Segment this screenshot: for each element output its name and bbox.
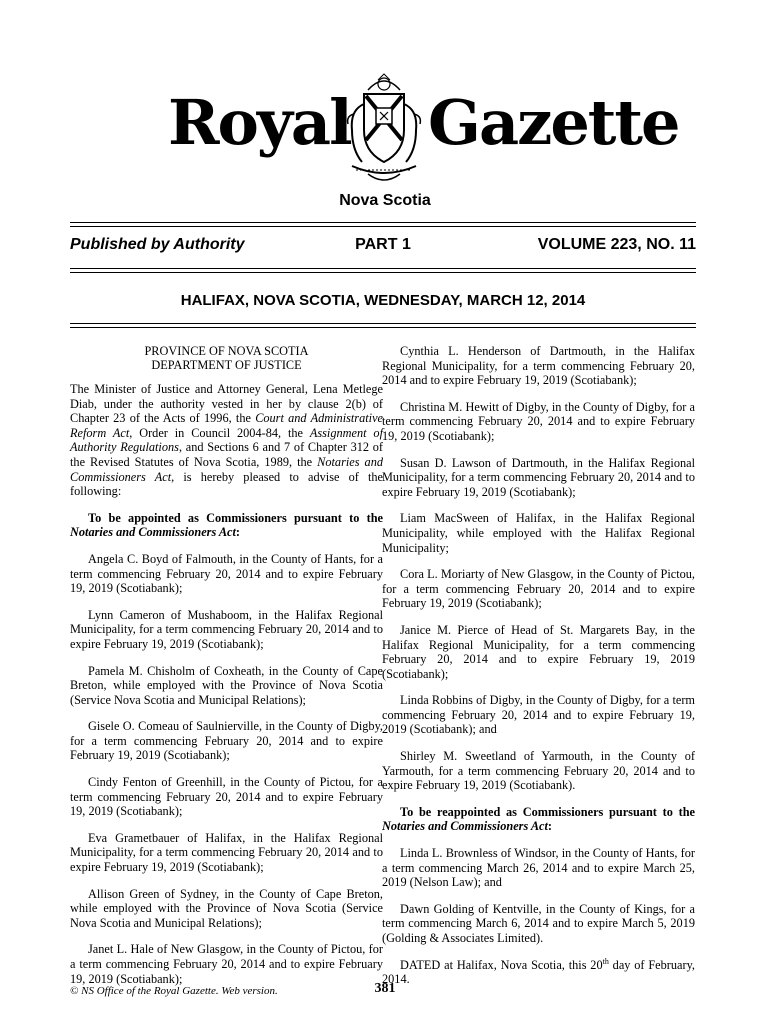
appointment-entry: Allison Green of Sydney, in the County of Cape Breton, while employed with the Province of Nova Scotia (Service Nova Scotia and Municipal Relations); <box>70 886 383 930</box>
dated-ordinal: th <box>602 956 609 966</box>
intro-text-a: The Minister of Justice and Attorney General, Lena Metlege Diab, under the authority vested in her by clause 2(b) of Chapter 23 of the Acts of 1996, the <box>70 382 383 426</box>
reappoint-heading-act: Notaries and Commissioners Act <box>382 819 548 834</box>
appointment-entry: Liam MacSween of Halifax, in the Halifax Regional Municipality, while employed with the Halifax Regional Municipality; <box>382 511 695 555</box>
appointment-entry: Cindy Fenton of Greenhill, in the County of Pictou, for a term commencing February 20, 2014 and to expire February 19, 2019 (Scotiabank); <box>70 775 383 819</box>
header-rule-top <box>70 222 696 227</box>
appointment-entry: Janice M. Pierce of Head of St. Margarets Bay, in the Halifax Regional Municipality, for a term commencing February 20, 2014 and to expire February 19, 2019 (Scotiabank); <box>382 622 695 681</box>
masthead-title-royal: Royal <box>168 86 351 159</box>
left-column <box>70 344 383 986</box>
reappoint-heading-end: : <box>547 819 553 834</box>
appointment-entry: Lynn Cameron of Mushaboom, in the Halifax Regional Municipality, for a term commencing February 20, 2014 and to expire February 19, 2019 (Scotiabank); <box>70 607 383 651</box>
appointment-entry: Janet L. Hale of New Glasgow, in the County of Pictou, for a term commencing February 20, 2014 and to expire February 19, 2019 (Scotiabank); <box>70 942 383 986</box>
dated-text-b: day of February, 2014. <box>382 957 695 987</box>
intro-text-b: , Order in Council 2004-84, the <box>129 425 310 440</box>
dated-text-a: DATED at Halifax, Nova Scotia, this 20 <box>400 957 603 972</box>
reappoint-heading-text: To be reappointed as Commissioners pursuant to the <box>400 804 695 819</box>
part-label: PART 1 <box>355 236 411 253</box>
intro-regulations: Assignment of Authority Regulations <box>70 425 383 455</box>
intro-text-c: , and Sections 6 and 7 of Chapter 312 of the Revised Statutes of Nova Scotia, 1989, the <box>70 440 383 469</box>
notice-intro <box>70 382 383 499</box>
appointment-entry: Christina M. Hewitt of Digby, in the County of Digby, for a term commencing February 20, 2014 and to expire February 19, 2019 (Scotiabank); <box>382 399 695 443</box>
reappointment-entry: Linda L. Brownless of Windsor, in the County of Hants, for a term commencing March 26, 2014 and to expire March 25, 2019 (Nelson Law); and <box>382 846 695 890</box>
appointment-entry: Shirley M. Sweetland of Yarmouth, in the County of Yarmouth, for a term commencing February 20, 2014 and to expire February 19, 2019 (Scotiabank). <box>382 749 695 793</box>
intro-text-d: , is hereby pleased to advise of the following: <box>70 469 383 499</box>
appointment-entry: Pamela M. Chisholm of Coxheath, in the County of Cape Breton, while employed with the Province of Nova Scotia (Service Nova Scotia and Municipal Relations); <box>70 663 383 707</box>
appoint-heading <box>70 511 383 540</box>
appoint-heading-text: To be appointed as Commissioners pursuant to the <box>88 510 383 525</box>
header-rule-middle <box>70 268 696 273</box>
appointment-entry: Linda Robbins of Digby, in the County of Digby, for a term commencing February 20, 2014 and to expire February 19, 2019 (Scotiabank); and <box>382 693 695 737</box>
appointment-entry: Susan D. Lawson of Dartmouth, in the Halifax Regional Municipality, for a term commencing February 20, 2014 and to expire February 19, 2019 (Scotiabank); <box>382 455 695 499</box>
header-rule-bottom <box>70 323 696 328</box>
appointment-entry: Angela C. Boyd of Falmouth, in the County of Hants, for a term commencing February 20, 2014 and to expire February 19, 2019 (Scotiabank); <box>70 551 383 596</box>
published-by-authority: Published by Authority <box>70 236 245 253</box>
nova-scotia-coat-of-arms-icon <box>338 70 430 190</box>
appointment-entry: Gisele O. Comeau of Saulnierville, in the County of Digby, for a term commencing February 20, 2014 and to expire February 19, 2019 (Scotiabank); <box>70 719 383 763</box>
appointment-entry: Eva Grametbauer of Halifax, in the Halifax Regional Municipality, for a term commencing February 20, 2014 and to expire February 19, 2019 (Scotiabank); <box>70 830 383 875</box>
appoint-heading-act: Notaries and Commissioners Act <box>70 525 236 540</box>
dateline: HALIFAX, NOVA SCOTIA, WEDNESDAY, MARCH 12, 2014 <box>180 292 586 309</box>
header-row <box>70 236 696 260</box>
right-column <box>382 344 695 987</box>
intro-act-notaries: Notaries and Commissioners Act <box>70 454 383 484</box>
notice-heading <box>70 344 383 372</box>
reappointment-entry: Dawn Golding of Kentville, in the County of Kings, for a term commencing March 6, 2014 and to expire March 5, 2019 (Golding & Associates Limited). <box>382 901 695 945</box>
notice-heading-province: PROVINCE OF NOVA SCOTIA <box>144 344 309 358</box>
appoint-heading-end: : <box>235 525 241 540</box>
notice-heading-department: DEPARTMENT OF JUSTICE <box>151 358 302 372</box>
appointment-entry: Cynthia L. Henderson of Dartmouth, in the Halifax Regional Municipality, for a term commencing February 20, 2014 and to expire February 19, 2019 (Scotiabank); <box>382 344 695 388</box>
reappoint-heading <box>382 805 695 834</box>
volume-label: VOLUME 223, NO. 11 <box>537 236 696 253</box>
appointment-entry: Cora L. Moriarty of New Glasgow, in the County of Pictou, for a term commencing February 20, 2014 and to expire February 19, 2019 (Scotiabank); <box>382 567 695 611</box>
copyright-notice: © NS Office of the Royal Gazette. Web version. <box>70 985 278 997</box>
intro-act-court: Court and Administrative Reform Act <box>70 411 383 440</box>
masthead-title-gazette: Gazette <box>428 86 679 159</box>
page-number: 381 <box>374 981 396 996</box>
province-name: Nova Scotia <box>339 192 431 209</box>
